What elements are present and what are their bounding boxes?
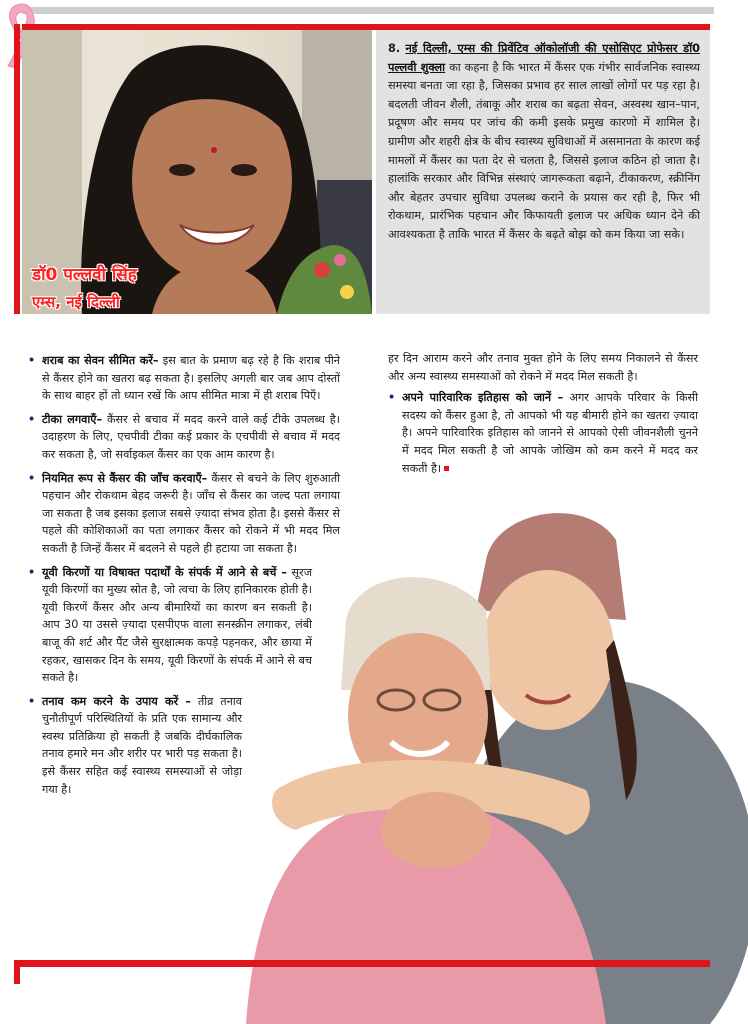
bullet-icon: •	[28, 694, 36, 708]
quote-body: का कहना है कि भारत में कैंसर एक गंभीर सार्वजनिक स्वास्थ्य समस्या बनता जा रहा है, जिसका प्रभाव हर साल लाखों लोगों पर पड़ रहा है। बदलती जीवन शैली, तंबाकू और शराब का बढ़ता सेवन, अस्वस्थ खान–पान, प्रदूषण और समय पर जांच की कमी इसके प्रमुख कारणो में शामिल है। ग्रामीण और शहरी क्षेत्र के बीच स्वास्थ्य सुविधाओं में असमानता के कारण कई मामलों में कैंसर का पता देर से चलता है, जिससे इलाज कठिन हो जाता है। हालांकि सरकार और विभिन्न संस्थाएं जागरूकता बढ़ाने, टीकाकरण, स्क्रीनिंग और बेहतर उपचार सुविधा उपलब्ध कराने के प्रयास कर रही है, फिर भी रोकथाम, प्रारंभिक पहचान और किफायती इलाज पर अधिक ध्यान देने की आवश्यकता है ताकि भारत में कैंसर के बढ़ते बोझ को कम किया जा सके।	[388, 60, 700, 241]
list-item	[388, 389, 698, 477]
item-text: तीव्र तनाव चुनौतीपूर्ण परिस्थितियों के प्रति एक सामान्य और स्वस्थ प्रतिक्रिया हो सकती है जबकि दीर्घकालिक तनाव हमारे मन और शरीर पर भारी पड़ सकता है। इसे कैंसर सहित कई स्वास्थ्य समस्याओं से जोड़ा गया है।	[42, 694, 242, 796]
bottom-red-frame	[14, 960, 710, 967]
list-item	[28, 352, 340, 405]
item-heading: यूवी किरणों या विषाक्त पदार्थों के संपर्क में आने से बचें –	[42, 565, 287, 579]
list-item	[28, 411, 340, 464]
item-heading: शराब का सेवन सीमित करें–	[42, 354, 159, 367]
item-heading: नियमित रूप से कैंसर की जाँच करवाएँ–	[42, 471, 208, 485]
profile-affiliation: एम्स, नई दिल्ली	[32, 293, 120, 311]
bullet-icon: •	[28, 471, 36, 485]
bullet-icon: •	[28, 412, 36, 426]
right-column	[388, 350, 698, 483]
item-heading: टीका लगवाएँ–	[42, 412, 103, 426]
bottom-left-red-frame	[14, 960, 20, 984]
quote-number: 8.	[388, 42, 401, 55]
bullet-icon: •	[388, 391, 396, 405]
profile-photo	[22, 30, 372, 314]
bullet-icon: •	[28, 565, 36, 579]
item-text: अगर आपके परिवार के किसी सदस्य को कैंसर हुआ है, तो आपको भी यह बीमारी होने का खतरा ज़्यादा है। अपने पारिवारिक इतिहास को जानने से आपको ऐसी जीवनशैली चुनने में मदद मिल सकती है जो आपके जोखिम को कम करने में मदद कर सकती है।	[402, 391, 698, 475]
item-text: इस बात के प्रमाण बढ़ रहे है कि शराब पीने से कैंसर होने का खतरा बढ़ सकता है। इसलिए अगली बार जब आप दोस्तों के साथ बाहर हों तो ध्यान रखें कि आप सीमित मात्रा में ही शराब पिएँ।	[42, 354, 341, 403]
bullet-icon: •	[28, 354, 36, 367]
item-heading: तनाव कम करने के उपाय करें –	[42, 694, 191, 708]
item-heading: अपने पारिवारिक इतिहास को जानें –	[402, 391, 564, 405]
quote-expert-highlight: नई दिल्ली, एम्स की प्रिवेंटिव ऑकोलॉजी की एसोसिएट प्रोफेसर डॉ0 पल्लवी शुक्ला	[388, 42, 701, 74]
item-text: सूरज यूवी किरणों का मुख्य स्रोत है, जो त्वचा के लिए हानिकारक होती है। यूवी किरणें कैंसर और अन्य बीमारियों का कारण बन सकती है। आप 30 या उससे ज़्यादा एसपीएफ वाला सनस्क्रीन लगाकर, लंबी बाजू की शर्ट और पैंट जैसे सुरक्षात्मक कपड़े पहनकर, और छाया में रहकर, खासकर दिन के समय, यूवी किरणों के संपर्क में आने से बच सकते है।	[42, 565, 312, 685]
left-red-frame	[14, 24, 20, 314]
mother-daughter-illustration	[186, 500, 748, 1024]
end-mark-icon	[444, 466, 449, 471]
expert-quote-box	[376, 30, 710, 314]
top-gray-rule	[22, 7, 714, 14]
continuation-text: हर दिन आराम करने और तनाव मुक्त होने के लिए समय निकालने से कैंसर और अन्य स्वास्थ्य समस्याओं को रोकने में मदद मिल सकती है।	[388, 352, 698, 383]
profile-name: डॉ0 पल्लवी सिंह	[32, 265, 137, 285]
item-text: कैंसर से बचने के लिए शुरुआती पहचान और रोकथाम बेहद जरूरी है। जाँच से कैंसर का जल्द पता लगाया जा सकता है जब इसका इलाज सबसे ज़्यादा संभव होता है। इससे कैंसर से पहले की कोशिकाओं का पता लगाकर कैंसर को रोकने में भी मदद मिल सकती है जिन्हें कैंसर में बदलने से पहले ही हटाया जा सकता है।	[42, 471, 340, 555]
item-text: कैंसर से बचाव में मदद करने वाले कई टीके उपलब्ध है। उदाहरण के लिए, एचपीवी टीका कई प्रकार के एचपीवी से बचाव में मदद कर सकता है, जो सर्वाइकल कैंसर का एक आम कारण है।	[42, 412, 340, 461]
